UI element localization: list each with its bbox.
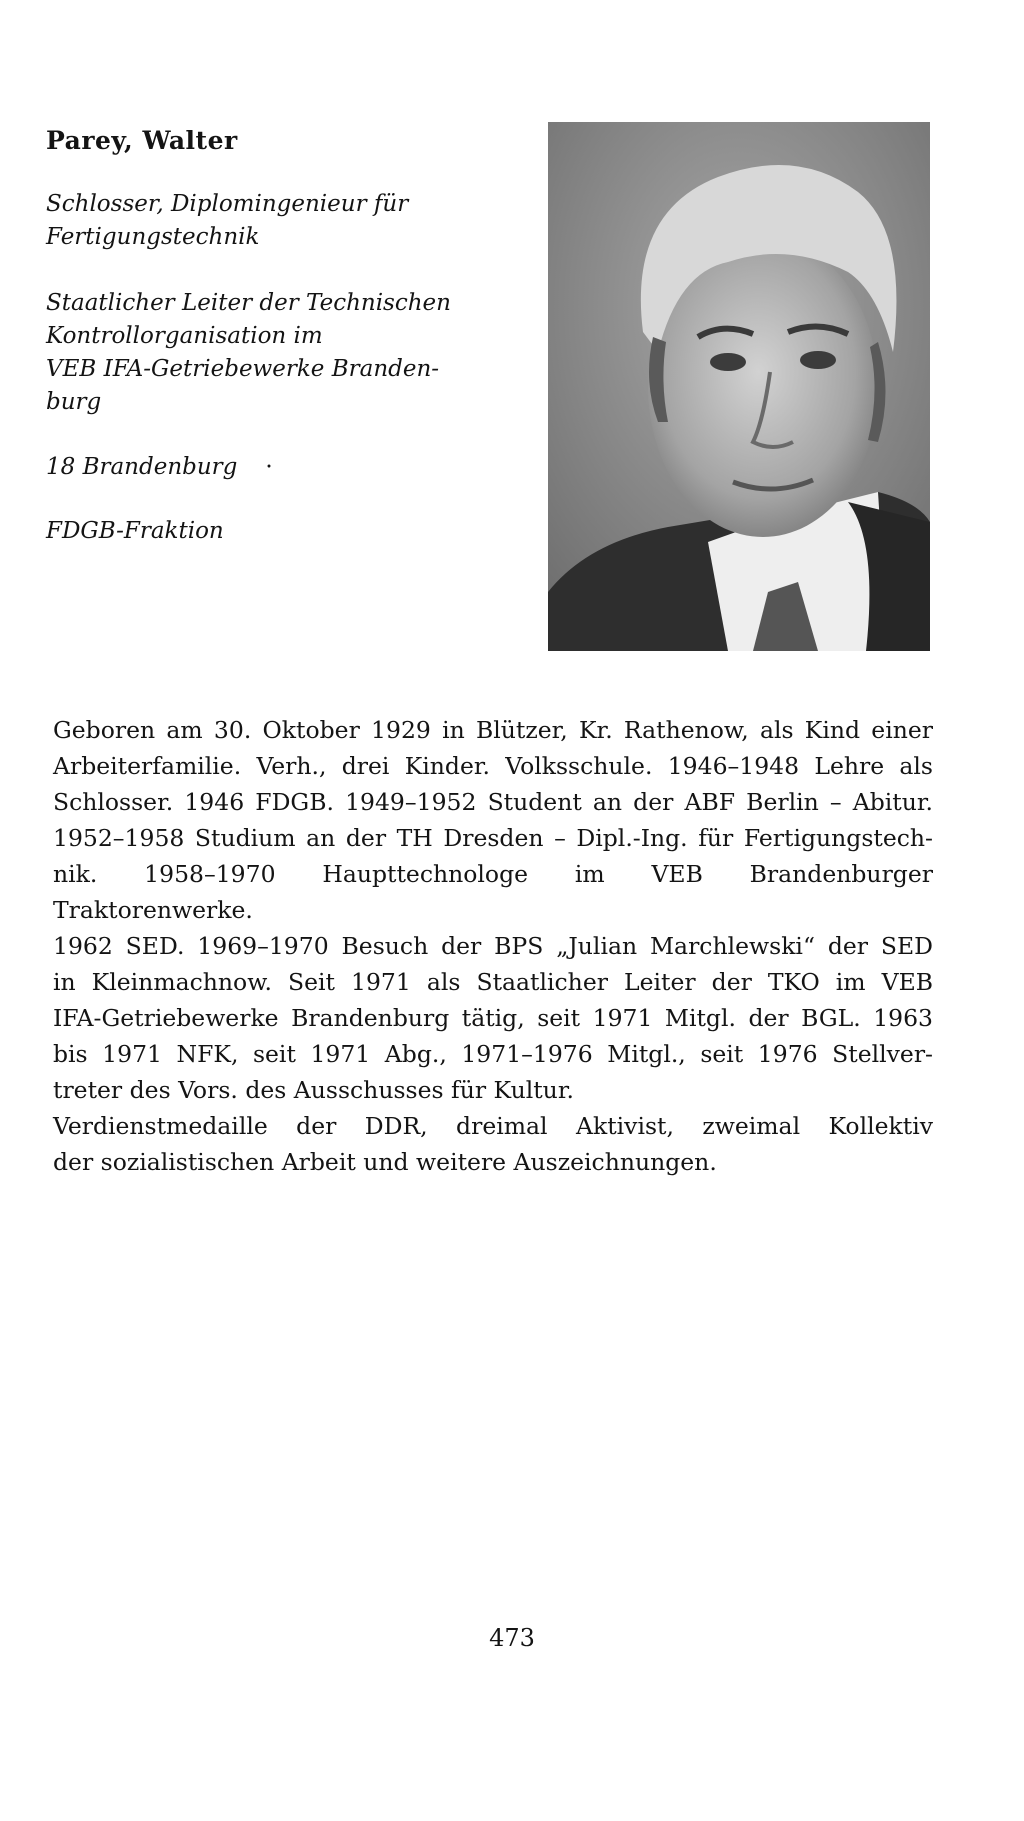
biography-line: der sozialistischen Arbeit und weitere Auszeichnungen. <box>53 1148 717 1176</box>
biography-line: 1962 SED. 1969–1970 Besuch der BPS „Julian Marchlewski“ der SED <box>53 932 933 960</box>
biography-line: nik. 1958–1970 Haupttechnologe im VEB Brandenburger Traktorenwerke. <box>53 860 933 924</box>
constituency-text: 18 Brandenburg <box>46 454 238 480</box>
biography-line: Arbeiterfamilie. Verh., drei Kinder. Volksschule. 1946–1948 Lehre als <box>53 752 933 780</box>
biography <box>53 712 933 1180</box>
position <box>46 287 466 419</box>
biography-line: bis 1971 NFK, seit 1971 Abg., 1971–1976 Mitgl., seit 1976 Stellver- <box>53 1040 933 1068</box>
biography-line: treter des Vors. des Ausschusses für Kultur. <box>53 1076 574 1104</box>
biography-line: Schlosser. 1946 FDGB. 1949–1952 Student an der ABF Berlin – Abitur. <box>53 788 933 816</box>
biography-line: Verdienstmedaille der DDR, dreimal Aktivist, zweimal Kollektiv <box>53 1112 933 1140</box>
biography-line: 1952–1958 Studium an der TH Dresden – Dipl.-Ing. für Fertigungstech- <box>53 824 933 852</box>
portrait-illustration <box>548 122 930 651</box>
faction: FDGB-Fraktion <box>46 518 224 544</box>
position-line: Kontrollorganisation im <box>46 323 323 349</box>
person-name: Parey, Walter <box>46 126 238 155</box>
biography-line: Geboren am 30. Oktober 1929 in Blützer, Kr. Rathenow, als Kind einer <box>53 716 933 744</box>
constituency <box>46 451 466 484</box>
occupation-line: Fertigungstechnik <box>46 224 260 250</box>
position-line: Staatlicher Leiter der Technischen <box>46 290 451 316</box>
position-line: burg <box>46 389 102 415</box>
page-number: 473 <box>489 1624 535 1652</box>
position-line: VEB IFA-Getriebewerke Branden- <box>46 356 440 382</box>
eye-right <box>800 351 836 369</box>
occupation-line: Schlosser, Diplomingenieur für <box>46 191 409 217</box>
dot-mark: · <box>265 454 273 480</box>
portrait-photo <box>548 122 930 651</box>
biography-line: IFA-Getriebewerke Brandenburg tätig, seit 1971 Mitgl. der BGL. 1963 <box>53 1004 933 1032</box>
biography-line: in Kleinmachnow. Seit 1971 als Staatlicher Leiter der TKO im VEB <box>53 968 933 996</box>
eye-left <box>710 353 746 371</box>
occupation <box>46 188 466 254</box>
